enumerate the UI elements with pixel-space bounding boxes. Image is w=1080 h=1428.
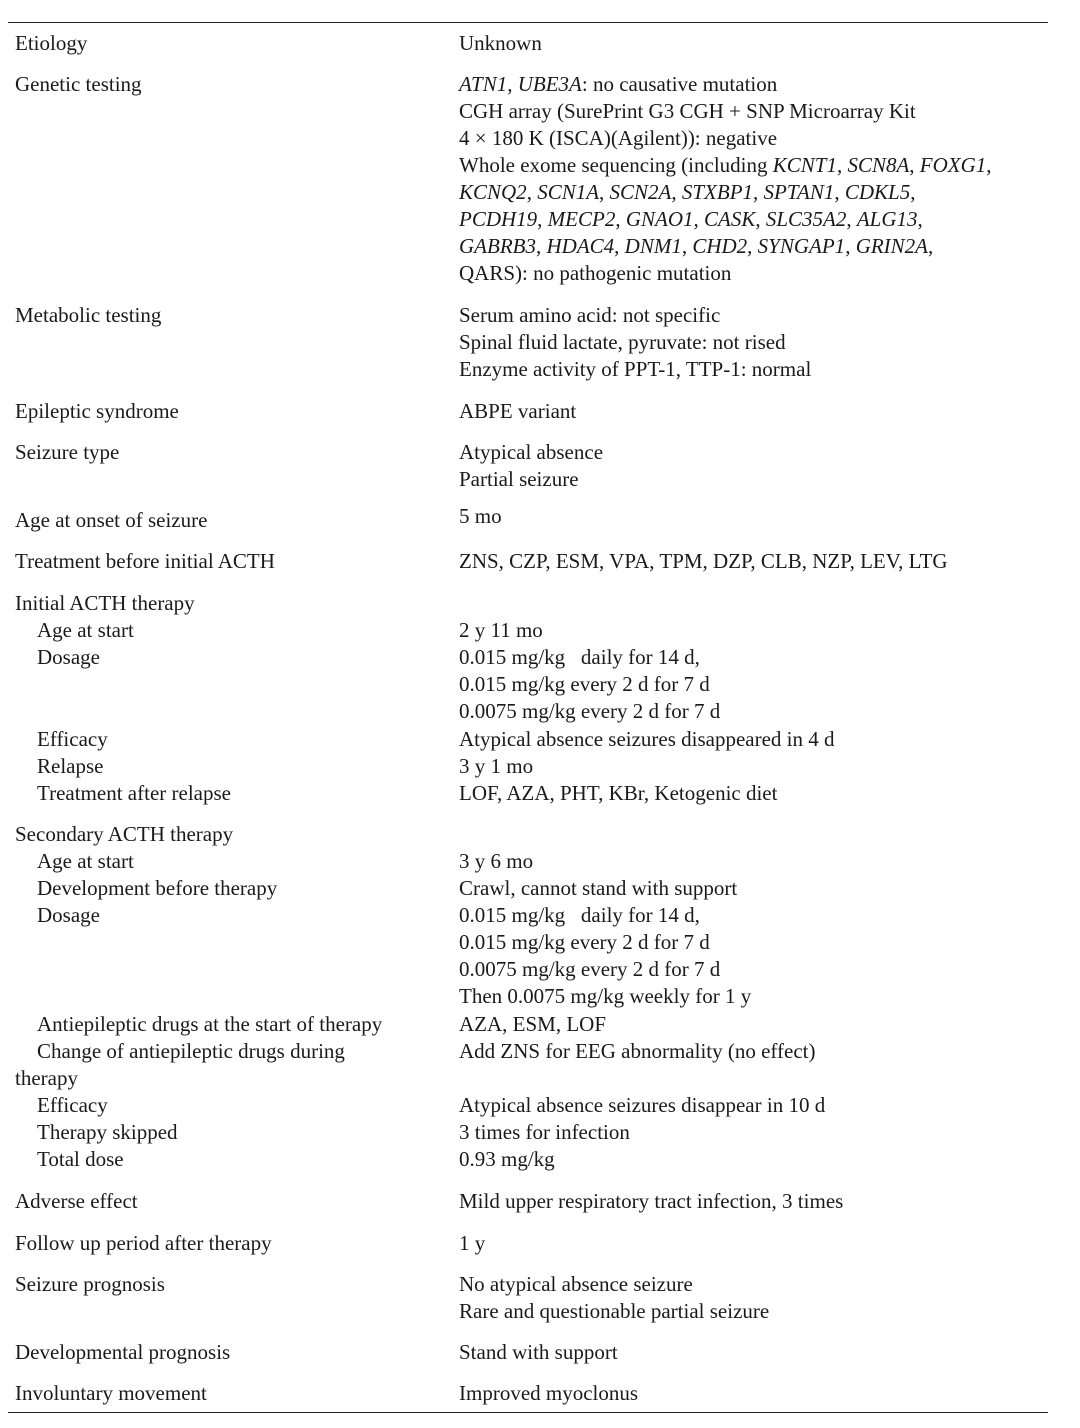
row-value-epileptic-syndrome [459, 398, 576, 425]
row-label-developmental-prognosis: Developmental prognosis [15, 1340, 231, 1364]
value-line: PCDH19, MECP2, GNAO1, CASK, SLC35A2, ALG13, [459, 207, 923, 231]
row-value-age-at-onset [459, 503, 502, 530]
value-line: 3 y 1 mo [459, 754, 534, 778]
row-label-seizure-prognosis: Seizure prognosis [15, 1272, 165, 1296]
row-value-developmental-prognosis [459, 1339, 618, 1366]
row-value-seizure-prognosis [459, 1271, 769, 1325]
row-label-epileptic-syndrome: Epileptic syndrome [15, 399, 179, 423]
sub-label-total-dose: Total dose [37, 1147, 124, 1171]
row-label-initial-acth: Initial ACTH therapy [15, 591, 195, 615]
value-line: Atypical absence [459, 440, 604, 464]
sub-value-change-of-aeds [459, 1038, 816, 1065]
row-label-adverse-effect: Adverse effect [15, 1189, 138, 1213]
value-line: Crawl, cannot stand with support [459, 876, 738, 900]
table-bottom-rule [8, 1412, 1048, 1413]
row-value-metabolic-testing [459, 302, 811, 383]
value-line: 0.0075 mg/kg every 2 d for 7 d [459, 699, 721, 723]
value-line: 0.015 mg/kg daily for 14 d, [459, 645, 700, 669]
sub-label-aeds-at-start: Antiepileptic drugs at the start of therapy [37, 1012, 383, 1036]
row-value-treatment-before-acth [459, 548, 948, 575]
value-line: 0.015 mg/kg every 2 d for 7 d [459, 930, 710, 954]
value-line: Rare and questionable partial seizure [459, 1299, 770, 1323]
value-line: No atypical absence seizure [459, 1272, 693, 1296]
sub-value-age-at-start [459, 848, 533, 875]
value-line: Spinal fluid lactate, pyruvate: not rised [459, 330, 786, 354]
value-line: ATN1, UBE3A: no causative mutation [459, 72, 778, 96]
sub-value-efficacy [459, 1092, 825, 1119]
row-value-etiology [459, 30, 542, 57]
value-line: Serum amino acid: not specific [459, 303, 721, 327]
sub-value-development-before [459, 875, 737, 902]
value-line: Improved myoclonus [459, 1381, 639, 1405]
value-line: 0.015 mg/kg every 2 d for 7 d [459, 672, 710, 696]
value-line: AZA, ESM, LOF [459, 1012, 607, 1036]
value-line: Unknown [459, 31, 542, 55]
row-label-seizure-type: Seizure type [15, 440, 120, 464]
value-line: Whole exome sequencing (including KCNT1, SCN8A, FOXG1, [459, 153, 992, 177]
value-line: Then 0.0075 mg/kg weekly for 1 y [459, 984, 752, 1008]
value-line: LOF, AZA, PHT, KBr, Ketogenic diet [459, 781, 778, 805]
sub-value-therapy-skipped [459, 1119, 630, 1146]
sub-label-development-before: Development before therapy [37, 876, 278, 900]
sub-label-age-at-start: Age at start [37, 618, 134, 642]
row-label-follow-up: Follow up period after therapy [15, 1231, 272, 1255]
sub-label-therapy-skipped: Therapy skipped [37, 1120, 178, 1144]
value-line: ABPE variant [459, 399, 577, 423]
row-value-seizure-type [459, 439, 603, 493]
row-label-age-at-onset: Age at onset of seizure [15, 508, 208, 532]
row-value-genetic-testing [459, 71, 992, 287]
sub-label-efficacy: Efficacy [37, 727, 108, 751]
sub-value-dosage [459, 644, 720, 725]
sub-label-change-of-aeds: Change of antiepileptic drugs during [37, 1039, 345, 1063]
value-line: Mild upper respiratory tract infection, 3 times [459, 1189, 844, 1213]
value-line: 5 mo [459, 504, 502, 528]
value-line: 2 y 11 mo [459, 618, 543, 642]
value-line: Partial seizure [459, 467, 579, 491]
value-line: 0.0075 mg/kg every 2 d for 7 d [459, 957, 721, 981]
row-label-treatment-before-acth: Treatment before initial ACTH [15, 549, 275, 573]
row-value-involuntary-movement [459, 1380, 638, 1407]
sub-value-total-dose [459, 1146, 555, 1173]
value-line: Atypical absence seizures disappeared in 4 d [459, 727, 835, 751]
value-line: CGH array (SurePrint G3 CGH + SNP Microarray Kit [459, 99, 916, 123]
row-value-adverse-effect [459, 1188, 843, 1215]
value-line: 0.93 mg/kg [459, 1147, 555, 1171]
sub-label-change-of-aeds-cont: therapy [15, 1066, 78, 1090]
value-line: Enzyme activity of PPT-1, TTP-1: normal [459, 357, 812, 381]
value-line: 3 y 6 mo [459, 849, 534, 873]
row-label-genetic-testing: Genetic testing [15, 72, 142, 96]
value-line: 3 times for infection [459, 1120, 630, 1144]
row-label-metabolic-testing: Metabolic testing [15, 303, 162, 327]
value-line: Atypical absence seizures disappear in 10 d [459, 1093, 826, 1117]
value-line: 1 y [459, 1231, 486, 1255]
sub-value-relapse [459, 753, 533, 780]
value-line: Add ZNS for EEG abnormality (no effect) [459, 1039, 816, 1063]
value-line: 0.015 mg/kg daily for 14 d, [459, 903, 700, 927]
sub-value-efficacy [459, 726, 835, 753]
sub-value-treatment-after-relapse [459, 780, 777, 807]
row-label-secondary-acth: Secondary ACTH therapy [15, 822, 234, 846]
sub-label-efficacy: Efficacy [37, 1093, 108, 1117]
sub-label-relapse: Relapse [37, 754, 104, 778]
row-value-follow-up [459, 1230, 485, 1257]
value-line: ZNS, CZP, ESM, VPA, TPM, DZP, CLB, NZP, LEV, LTG [459, 549, 948, 573]
table-top-rule [8, 22, 1048, 23]
sub-value-dosage [459, 902, 751, 1010]
value-line: Stand with support [459, 1340, 618, 1364]
value-line: QARS): no pathogenic mutation [459, 261, 732, 285]
row-label-involuntary-movement: Involuntary movement [15, 1381, 207, 1405]
sub-value-aeds-at-start [459, 1011, 606, 1038]
sub-label-age-at-start: Age at start [37, 849, 134, 873]
value-line: GABRB3, HDAC4, DNM1, CHD2, SYNGAP1, GRIN2A, [459, 234, 934, 258]
sub-value-age-at-start [459, 617, 543, 644]
sub-label-dosage: Dosage [37, 645, 100, 669]
row-label-etiology: Etiology [15, 31, 88, 55]
sub-label-treatment-after-relapse: Treatment after relapse [37, 781, 231, 805]
value-line: 4 × 180 K (ISCA)(Agilent)): negative [459, 126, 778, 150]
value-line: KCNQ2, SCN1A, SCN2A, STXBP1, SPTAN1, CDKL5, [459, 180, 916, 204]
sub-label-dosage: Dosage [37, 903, 100, 927]
